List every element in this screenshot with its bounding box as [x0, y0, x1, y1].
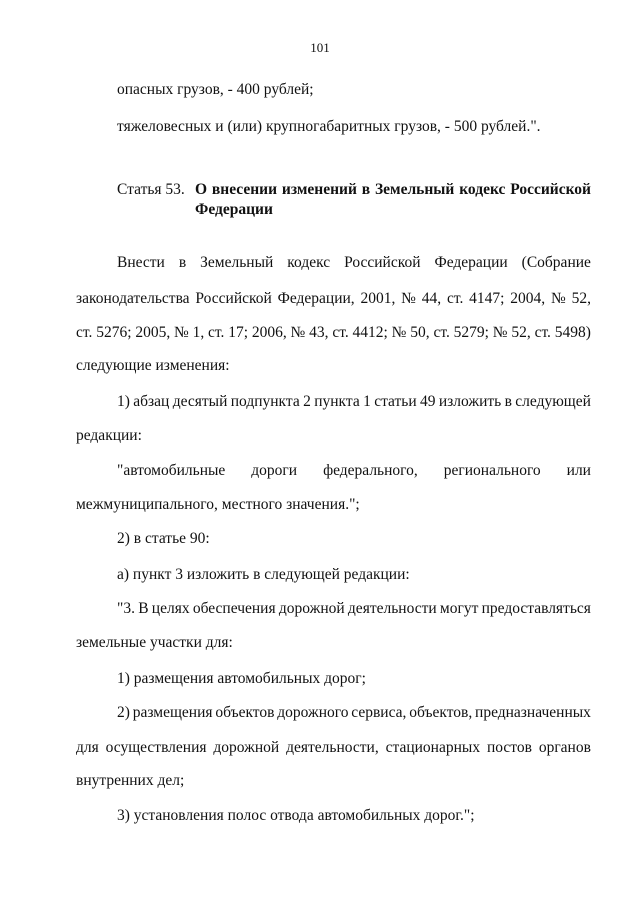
word: законодательства — [76, 290, 190, 307]
word: для — [76, 739, 99, 756]
word: ст. — [534, 324, 551, 341]
word: обеспечения — [192, 600, 276, 617]
paragraph-line — [117, 253, 591, 273]
word: дорожной — [278, 600, 345, 617]
word: 5498) — [554, 324, 591, 341]
word: "3. — [117, 600, 135, 617]
word: № — [401, 290, 416, 307]
paragraph-line: 1) размещения автомобильных дорог; — [117, 670, 366, 687]
word: предназначенных — [475, 704, 591, 721]
word: № — [391, 324, 407, 341]
paragraph-line — [117, 461, 591, 481]
paragraph-line — [76, 738, 591, 758]
word: 2) — [117, 704, 130, 721]
word: ст. — [208, 324, 225, 341]
paragraph-line: опасных грузов, - 400 рублей; — [117, 81, 314, 98]
word: федерального, — [323, 462, 418, 479]
paragraph-line: тяжеловесных и (или) крупногабаритных грузов, - 500 рублей.". — [117, 118, 541, 135]
word: ст. — [332, 324, 349, 341]
article-title-line — [195, 180, 591, 200]
word: следующей — [515, 393, 591, 410]
word: дорожного — [277, 704, 349, 721]
paragraph-line — [76, 289, 591, 309]
word: 2005, — [135, 324, 171, 341]
word: Федерации, — [277, 290, 355, 307]
word: постов — [486, 739, 532, 756]
word: 2004, — [510, 290, 546, 307]
word: органов — [538, 739, 591, 756]
word: 52, — [511, 324, 531, 341]
word: сервиса, — [351, 704, 407, 721]
word: № — [174, 324, 189, 341]
word: 2006, — [251, 324, 287, 341]
word: ст. — [433, 324, 450, 341]
word: 1, — [192, 324, 205, 341]
word: № — [550, 290, 566, 307]
word: Российской — [510, 181, 591, 198]
word: 17; — [228, 324, 249, 341]
page-number: 101 — [310, 40, 330, 55]
word: 2001, — [360, 290, 396, 307]
word: подпункта — [230, 393, 300, 410]
word: № — [492, 324, 508, 341]
paragraph-line: внутренних дел; — [76, 772, 185, 789]
word: деятельности — [347, 600, 437, 617]
word: в — [361, 181, 371, 198]
word: Земельный — [200, 254, 274, 271]
word: 49 — [420, 393, 436, 410]
word: Земельный — [374, 181, 455, 198]
paragraph-line — [117, 392, 591, 412]
paragraph-line — [117, 599, 591, 619]
paragraph-line: а) пункт 3 изложить в следующей редакции: — [117, 566, 410, 583]
word: 5279; — [453, 324, 489, 341]
word: 5276; — [96, 324, 132, 341]
word: осуществления — [105, 739, 207, 756]
word: объектов — [215, 704, 275, 721]
word: дороги — [251, 462, 298, 479]
word: стационарных — [385, 739, 481, 756]
word: Федерации — [434, 254, 508, 271]
paragraph-line: редакции: — [76, 427, 142, 444]
word: в — [178, 254, 187, 271]
word: изменений — [281, 181, 357, 198]
word: кодекс — [287, 254, 331, 271]
word: ст. — [446, 290, 464, 307]
word: 44, — [421, 290, 442, 307]
word: дорожной — [213, 739, 280, 756]
word: или — [566, 462, 591, 479]
word: кодекс — [459, 181, 506, 198]
paragraph-line: 2) в статье 90: — [117, 530, 210, 547]
word: 2 — [303, 393, 311, 410]
word: № — [290, 324, 306, 341]
article-title-line: Федерации — [195, 201, 273, 218]
paragraph-line: 3) установления полос отвода автомобильных дорог."; — [117, 807, 475, 824]
word: могут — [439, 600, 479, 617]
word: "автомобильные — [117, 462, 226, 479]
word: В — [138, 600, 149, 617]
paragraph-line: следующие изменения: — [76, 357, 230, 374]
article-title — [195, 180, 591, 220]
word: внесении — [211, 181, 278, 198]
word: десятый — [172, 393, 228, 410]
word: Российской — [195, 290, 272, 307]
word: абзац — [133, 393, 170, 410]
word: целях — [151, 600, 190, 617]
paragraph-line: межмуниципального, местного значения."; — [76, 496, 360, 513]
word: ст. — [76, 324, 93, 341]
word: регионального — [443, 462, 541, 479]
word: 1 — [363, 393, 371, 410]
word: статьи — [374, 393, 417, 410]
word: Внести — [117, 254, 165, 271]
word: 43, — [309, 324, 329, 341]
word: объектов, — [409, 704, 473, 721]
paragraph-line: земельные участки для: — [76, 634, 233, 651]
word: изложить — [438, 393, 502, 410]
word: (Собрание — [521, 254, 591, 271]
word: деятельности, — [286, 739, 379, 756]
paragraph-line — [117, 703, 591, 723]
word: 50, — [410, 324, 430, 341]
word: 4412; — [352, 324, 388, 341]
word: предоставляться — [481, 600, 591, 617]
article-label: Статья 53. — [117, 181, 185, 198]
word: 4147; — [469, 290, 505, 307]
word: пункта — [314, 393, 360, 410]
word: размещения — [132, 704, 213, 721]
word: 1) — [117, 393, 130, 410]
word: в — [504, 393, 512, 410]
word: О — [195, 181, 208, 198]
word: Российской — [344, 254, 421, 271]
word: 52, — [571, 290, 591, 307]
paragraph-line — [76, 323, 591, 343]
